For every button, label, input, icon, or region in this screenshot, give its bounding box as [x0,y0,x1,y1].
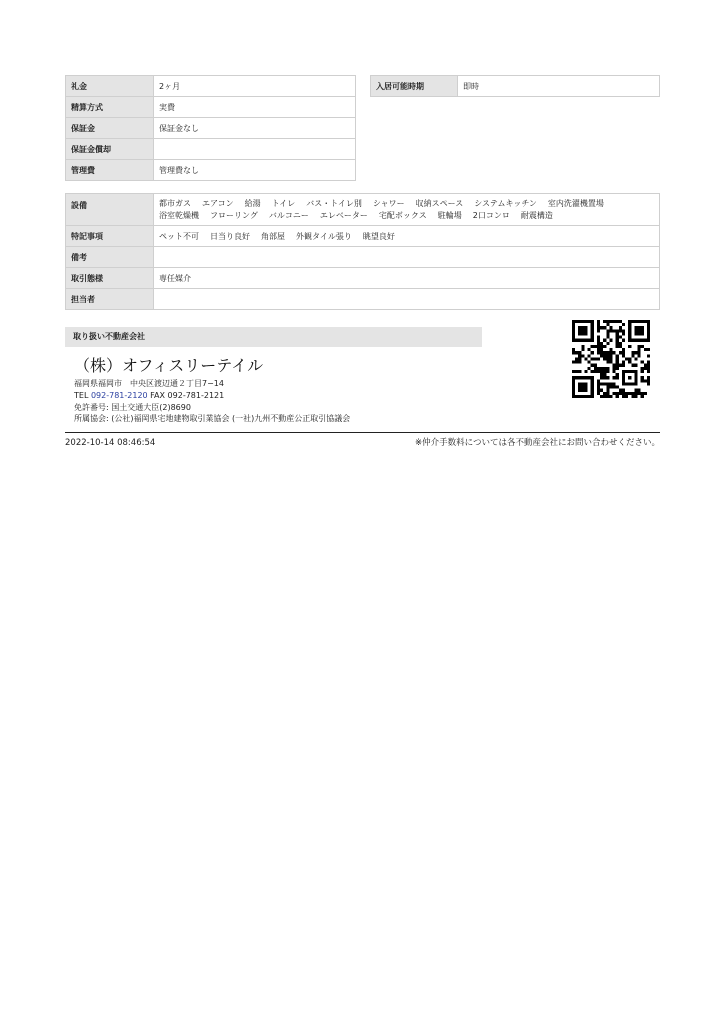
tel-label: TEL [74,391,89,400]
row-label: 特記事項 [66,226,154,247]
row-label: 保証金 [66,118,154,139]
property-terms-table [65,75,356,181]
facility-item: 浴室乾燥機 [159,211,199,220]
facility-item: 給湯 [244,199,261,208]
license-number: 免許番号: 国土交通大臣(2)8690 [74,403,191,412]
row-label: 精算方式 [66,97,154,118]
row-label: 設備 [66,194,154,226]
row-value: 保証金なし [154,118,356,139]
special-notes-list [159,231,654,242]
facility-item: システムキッチン [474,199,537,208]
table-row [66,118,356,139]
facility-item: 室内洗濯機置場 [547,199,604,208]
row-value [154,247,660,268]
facility-item: 収納スペース [415,199,464,208]
row-value [154,139,356,160]
qr-code-icon [572,320,650,398]
table-row [66,289,660,310]
row-label: 保証金償却 [66,139,154,160]
table-row [66,268,660,289]
print-timestamp: 2022-10-14 08:46:54 [65,438,156,448]
company-address: 福岡県福岡市 中央区渡辺通２丁目7−14 [74,379,224,388]
special-notes-value [154,226,660,247]
facility-item: フローリング [210,211,258,220]
tel-number-link[interactable]: 092-781-2120 [90,391,148,400]
facility-item: 耐震構造 [520,211,553,220]
fax-label: FAX [150,391,165,400]
table-row [66,160,356,181]
row-label: 礼金 [66,76,154,97]
row-value: 管理費なし [154,160,356,181]
facilities-list [159,198,654,221]
fax-number: 092-781-2121 [167,391,225,400]
footer-divider [65,432,660,433]
special-note-item: 角部屋 [261,231,285,241]
commission-note: ※仲介手数料については各不動産会社にお問い合わせください。 [415,438,660,448]
agency-section-title: 取り扱い不動産会社 [65,327,482,347]
table-row [371,76,660,97]
row-label: 管理費 [66,160,154,181]
table-row [66,139,356,160]
company-phone-line [74,391,224,401]
facility-item: シャワー [372,199,405,208]
table-row [66,194,660,226]
row-value: 即時 [458,76,660,97]
row-value: 2ヶ月 [154,76,356,97]
facility-item: トイレ [271,199,296,208]
row-label: 備考 [66,247,154,268]
move-in-table [370,75,660,97]
row-label: 取引態様 [66,268,154,289]
special-note-item: ペット不可 [159,231,199,241]
facility-item: バルコニー [268,211,309,220]
table-row [66,97,356,118]
special-note-item: 眺望良好 [362,231,395,241]
facility-item: 2口コンロ [472,211,510,220]
facility-item: 宅配ボックス [378,211,427,220]
company-name: （株）オフィスリーテイル [74,356,264,375]
table-row [66,226,660,247]
facility-item: エレベーター [319,211,368,220]
facility-item: エアコン [202,199,234,208]
facilities-value [154,194,660,226]
special-note-item: 日当り良好 [210,231,250,241]
row-label: 入居可能時期 [371,76,458,97]
facility-item: 都市ガス [159,199,191,208]
table-row [66,247,660,268]
row-value [154,289,660,310]
row-label: 担当者 [66,289,154,310]
table-row [66,76,356,97]
special-note-item: 外観タイル張り [296,231,352,241]
row-value: 専任媒介 [154,268,660,289]
facility-item: バス・トイレ別 [306,199,362,208]
row-value: 実費 [154,97,356,118]
property-details-table [65,193,660,310]
association-info: 所属協会: (公社)福岡県宅地建物取引業協会 (一社)九州不動産公正取引協議会 [74,414,351,423]
facility-item: 駐輪場 [437,211,462,220]
